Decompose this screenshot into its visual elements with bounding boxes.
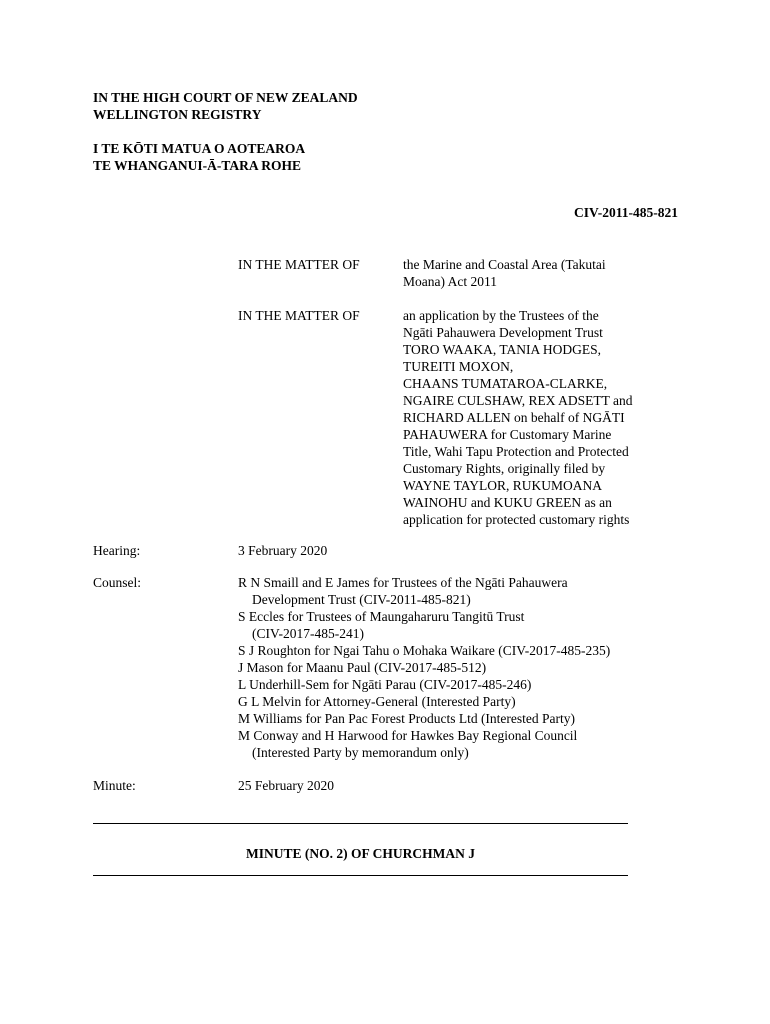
counsel-entry: S Eccles for Trustees of Maungaharuru Tangitū Trust	[238, 609, 525, 624]
matter-2-line: Customary Rights, originally filed by	[403, 461, 606, 476]
counsel-entry: G L Melvin for Attorney-General (Interested Party)	[238, 694, 516, 709]
matter-2-line: WAYNE TAYLOR, RUKUMOANA	[403, 478, 603, 493]
matter-text-1	[403, 256, 683, 290]
court-name: IN THE HIGH COURT OF NEW ZEALAND	[93, 90, 358, 105]
matter-1-line: the Marine and Coastal Area (Takutai	[403, 257, 606, 272]
top-rule	[93, 823, 628, 824]
document-title: MINUTE (NO. 2) OF CHURCHMAN J	[246, 846, 475, 861]
registry-name-maori: TE WHANGANUI-Ā-TARA ROHE	[93, 158, 302, 173]
matter-2-line: CHAANS TUMATAROA-CLARKE,	[403, 376, 608, 391]
hearing-date: 3 February 2020	[238, 543, 328, 558]
case-number: CIV-2011-485-821	[574, 205, 678, 220]
counsel-entry-cont: (CIV-2017-485-241)	[252, 626, 364, 641]
hearing-label: Hearing:	[93, 543, 141, 558]
counsel-label: Counsel:	[93, 575, 142, 590]
counsel-entry: L Underhill-Sem for Ngāti Parau (CIV-2017-485-246)	[238, 677, 532, 692]
matter-2-line: Title, Wahi Tapu Protection and Protected	[403, 444, 629, 459]
counsel-entry-cont: (Interested Party by memorandum only)	[252, 745, 469, 760]
matter-2-line: RICHARD ALLEN on behalf of NGĀTI	[403, 410, 625, 425]
matter-2-line: an application by the Trustees of the	[403, 308, 599, 323]
matter-2-line: PAHAUWERA for Customary Marine	[403, 427, 612, 442]
counsel-list	[238, 574, 698, 761]
counsel-entry: M Conway and H Harwood for Hawkes Bay Regional Council	[238, 728, 578, 743]
matter-2-line: TORO WAAKA, TANIA HODGES,	[403, 342, 602, 357]
counsel-entry: R N Smaill and E James for Trustees of the Ngāti Pahauwera	[238, 575, 568, 590]
matter-text-2	[403, 307, 683, 528]
minute-date: 25 February 2020	[238, 778, 334, 793]
counsel-entry: M Williams for Pan Pac Forest Products Ltd (Interested Party)	[238, 711, 576, 726]
court-heading	[93, 89, 493, 174]
matter-2-line: NGAIRE CULSHAW, REX ADSETT and	[403, 393, 633, 408]
matter-2-line: TUREITI MOXON,	[403, 359, 514, 374]
matter-2-line: Ngāti Pahauwera Development Trust	[403, 325, 603, 340]
bottom-rule	[93, 875, 628, 876]
counsel-entry: J Mason for Maanu Paul (CIV-2017-485-512)	[238, 660, 487, 675]
counsel-entry-cont: Development Trust (CIV-2011-485-821)	[252, 592, 471, 607]
matter-1-line: Moana) Act 2011	[403, 274, 497, 289]
matter-2-line: WAINOHU and KUKU GREEN as an	[403, 495, 612, 510]
court-name-maori: I TE KŌTI MATUA O AOTEAROA	[93, 141, 306, 156]
matter-label-2: IN THE MATTER OF	[238, 308, 360, 323]
matter-label-1: IN THE MATTER OF	[238, 257, 360, 272]
registry-name: WELLINGTON REGISTRY	[93, 107, 262, 122]
counsel-entry: S J Roughton for Ngai Tahu o Mohaka Waikare (CIV-2017-485-235)	[238, 643, 611, 658]
matter-2-line: application for protected customary rights	[403, 512, 630, 527]
minute-label: Minute:	[93, 778, 136, 793]
